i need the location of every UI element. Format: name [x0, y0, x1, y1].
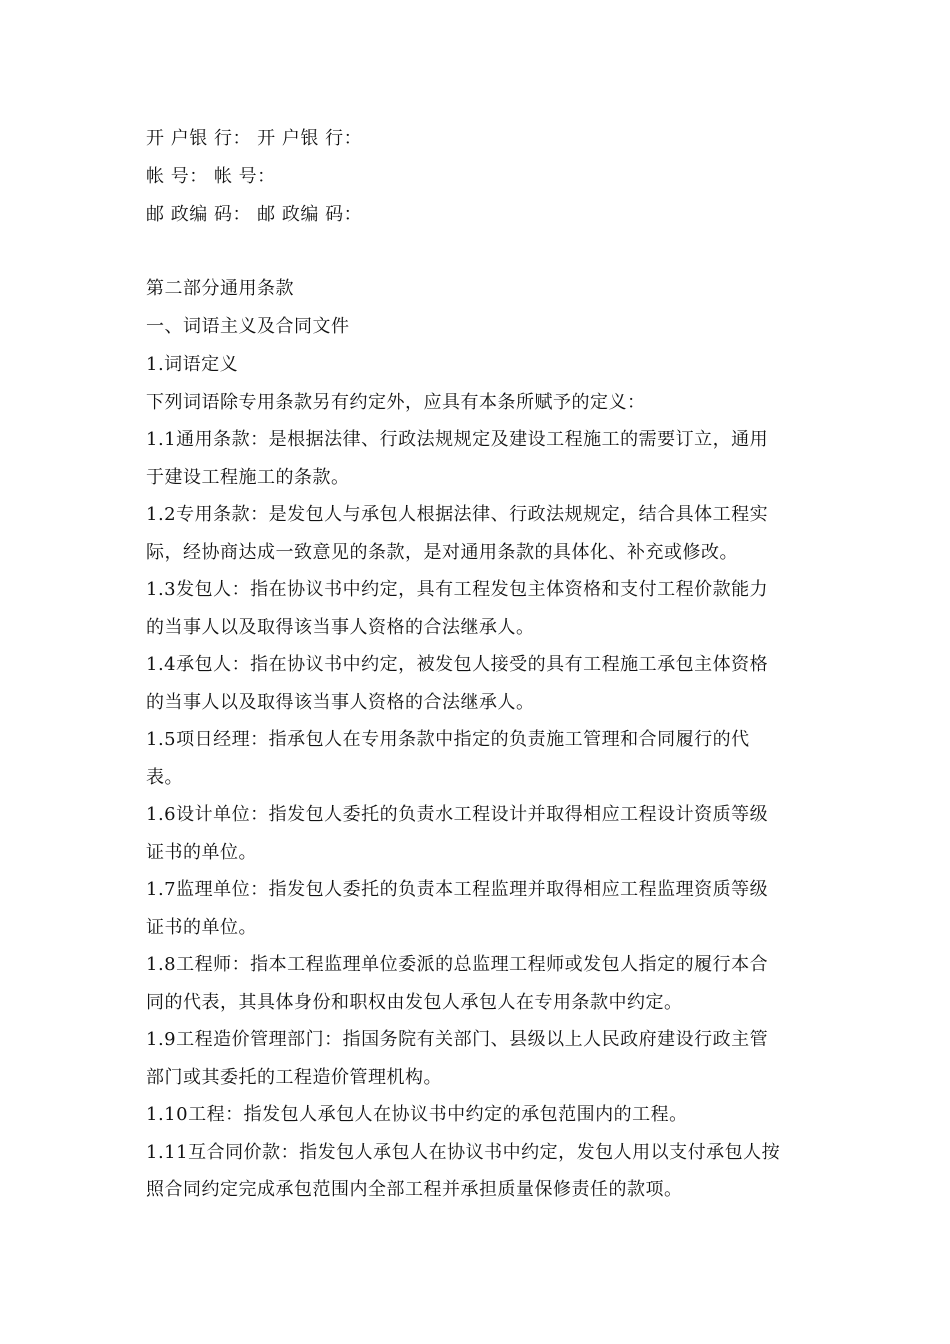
body-line: 同的代表，其具体身份和职权由发包人承包人在专用条款中约定。	[146, 992, 683, 1013]
part-title: 第二部分通用条款	[146, 278, 294, 299]
body-line: 照合同约定完成承包范围内全部工程并承担质量保修责任的款项。	[146, 1179, 683, 1200]
body-line: 1.10工程：指发包人承包人在协议书中约定的承包范围内的工程。	[146, 1104, 688, 1125]
body-line: 1.8工程师：指本工程监理单位委派的总监理工程师或发包人指定的履行本合	[146, 954, 769, 975]
body-line: 1.4承包人：指在协议书中约定，被发包人接受的具有工程施工承包主体资格	[146, 654, 769, 675]
body-line: 1.11互合同价款：指发包人承包人在协议书中约定，发包人用以支付承包人按	[146, 1142, 781, 1163]
body-line: 表。	[146, 767, 183, 788]
body-line: 1.7监理单位：指发包人委托的负责本工程监理并取得相应工程监理资质等级	[146, 879, 769, 900]
body-line: 的当事人以及取得该当事人资格的合法继承人。	[146, 617, 535, 638]
postcode-line: 邮 政编 码： 邮 政编 码：	[146, 204, 363, 225]
body-line: 于建设工程施工的条款。	[146, 467, 350, 488]
body-line: 的当事人以及取得该当事人资格的合法继承人。	[146, 692, 535, 713]
body-line: 部门或其委托的工程造价管理机构。	[146, 1067, 442, 1088]
bank-line: 开 户银 行： 开 户银 行：	[146, 128, 363, 149]
body-line: 1.1通用条款：是根据法律、行政法规规定及建设工程施工的需要订立，通用	[146, 429, 769, 450]
body-line: 1.5项日经理：指承包人在专用条款中指定的负责施工管理和合同履行的代	[146, 729, 750, 750]
body-line: 际，经协商达成一致意见的条款，是对通用条款的具体化、补充或修改。	[146, 542, 738, 563]
body-line: 1.6设计单位：指发包人委托的负责水工程设计并取得相应工程设计资质等级	[146, 804, 769, 825]
body-line: 1.2专用条款：是发包人与承包人根据法律、行政法规规定，结合具体工程实	[146, 504, 769, 525]
body-line: 1.9工程造价管理部门：指国务院有关部门、县级以上人民政府建设行政主管	[146, 1029, 769, 1050]
section-title: 一、词语主义及合同文件	[146, 316, 350, 337]
intro-paragraph: 下列词语除专用条款另有约定外，应具有本条所赋予的定义：	[146, 392, 646, 413]
subsection-title: 1.词语定义	[146, 354, 239, 375]
body-line: 1.3发包人：指在协议书中约定，具有工程发包主体资格和支付工程价款能力	[146, 579, 769, 600]
body-line: 证书的单位。	[146, 917, 257, 938]
account-line: 帐 号： 帐 号：	[146, 166, 276, 187]
body-line: 证书的单位。	[146, 842, 257, 863]
